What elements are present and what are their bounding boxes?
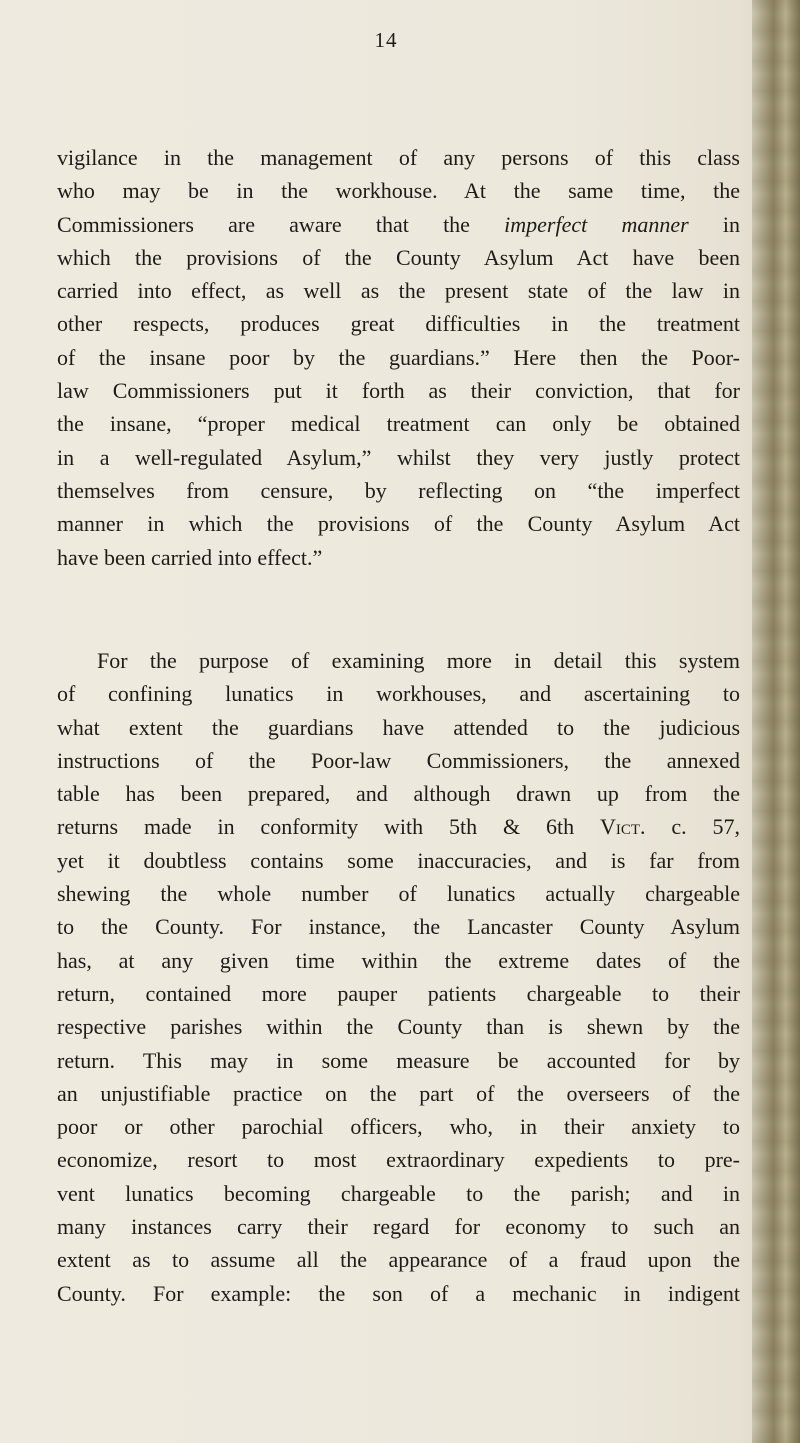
text-line: has, at any given time within the extreme dates of the — [57, 947, 740, 973]
text-line: For the purpose of examining more in detail this system — [97, 648, 740, 673]
text-line: County. For example: the son of a mechanic in indigent — [57, 1280, 740, 1306]
text-line: shewing the whole number of lunatics actually chargeable — [57, 881, 740, 907]
text-line: an unjustifiable practice on the part of the overseers of the — [57, 1080, 740, 1106]
text-line: in a well-regulated Asylum,” whilst they very justly protect — [57, 444, 740, 470]
emphasis-text: imperfect manner — [504, 211, 689, 237]
text-line — [57, 810, 740, 843]
paragraph-1 — [57, 141, 740, 574]
text-line — [57, 208, 740, 241]
page-number: 14 — [374, 28, 398, 52]
text-line: to the County. For instance, the Lancaster County Asylum — [57, 914, 740, 940]
text-line: economize, resort to most extraordinary expedients to pre- — [57, 1147, 740, 1173]
text-line: carried into effect, as well as the present state of the law in — [57, 278, 740, 304]
text-line: law Commissioners put it forth as their conviction, that for — [57, 378, 740, 404]
text-line: return. This may in some measure be accounted for by — [57, 1047, 740, 1073]
text-line: poor or other parochial officers, who, in their anxiety to — [57, 1114, 740, 1140]
text-line: vent lunatics becoming chargeable to the parish; and in — [57, 1180, 740, 1206]
small-caps-text: Vict. — [599, 814, 646, 840]
text-line: of confining lunatics in workhouses, and ascertaining to — [57, 681, 740, 707]
text-segment: returns made in conformity with 5th & 6th — [57, 814, 600, 840]
text-line: respective parishes within the County than is shewn by the — [57, 1014, 740, 1040]
text-line: the insane, “proper medical treatment can only be obtained — [57, 411, 740, 437]
text-line: who may be in the workhouse. At the same time, the — [57, 178, 740, 204]
text-line: table has been prepared, and although drawn up from the — [57, 781, 740, 807]
text-segment: in — [688, 211, 740, 237]
text-line: themselves from censure, by reflecting on “the imperfect — [57, 477, 740, 503]
text-line: manner in which the provisions of the County Asylum Act — [57, 511, 740, 537]
text-line: yet it doubtless contains some inaccuracies, and is far from — [57, 847, 740, 873]
text-segment: Commissioners are aware that the — [57, 211, 505, 237]
text-line: which the provisions of the County Asylum Act have been — [57, 244, 740, 270]
text-line: of the insane poor by the guardians.” Here then the Poor- — [57, 344, 740, 370]
text-line: what extent the guardians have attended to the judicious — [57, 714, 740, 740]
text-segment: c. 57, — [645, 814, 740, 840]
text-line: vigilance in the management of any persons of this class — [57, 145, 740, 170]
text-line: instructions of the Poor-law Commissioners, the annexed — [57, 747, 740, 773]
text-line: other respects, produces great difficulties in the treatment — [57, 311, 740, 337]
text-line: extent as to assume all the appearance of a fraud upon the — [57, 1247, 740, 1273]
text-line: return, contained more pauper patients chargeable to their — [57, 980, 740, 1006]
page-edge-binding — [752, 0, 800, 1443]
text-line: have been carried into effect.” — [57, 544, 323, 570]
paragraph-2 — [57, 644, 740, 1310]
text-line: many instances carry their regard for economy to such an — [57, 1214, 740, 1240]
